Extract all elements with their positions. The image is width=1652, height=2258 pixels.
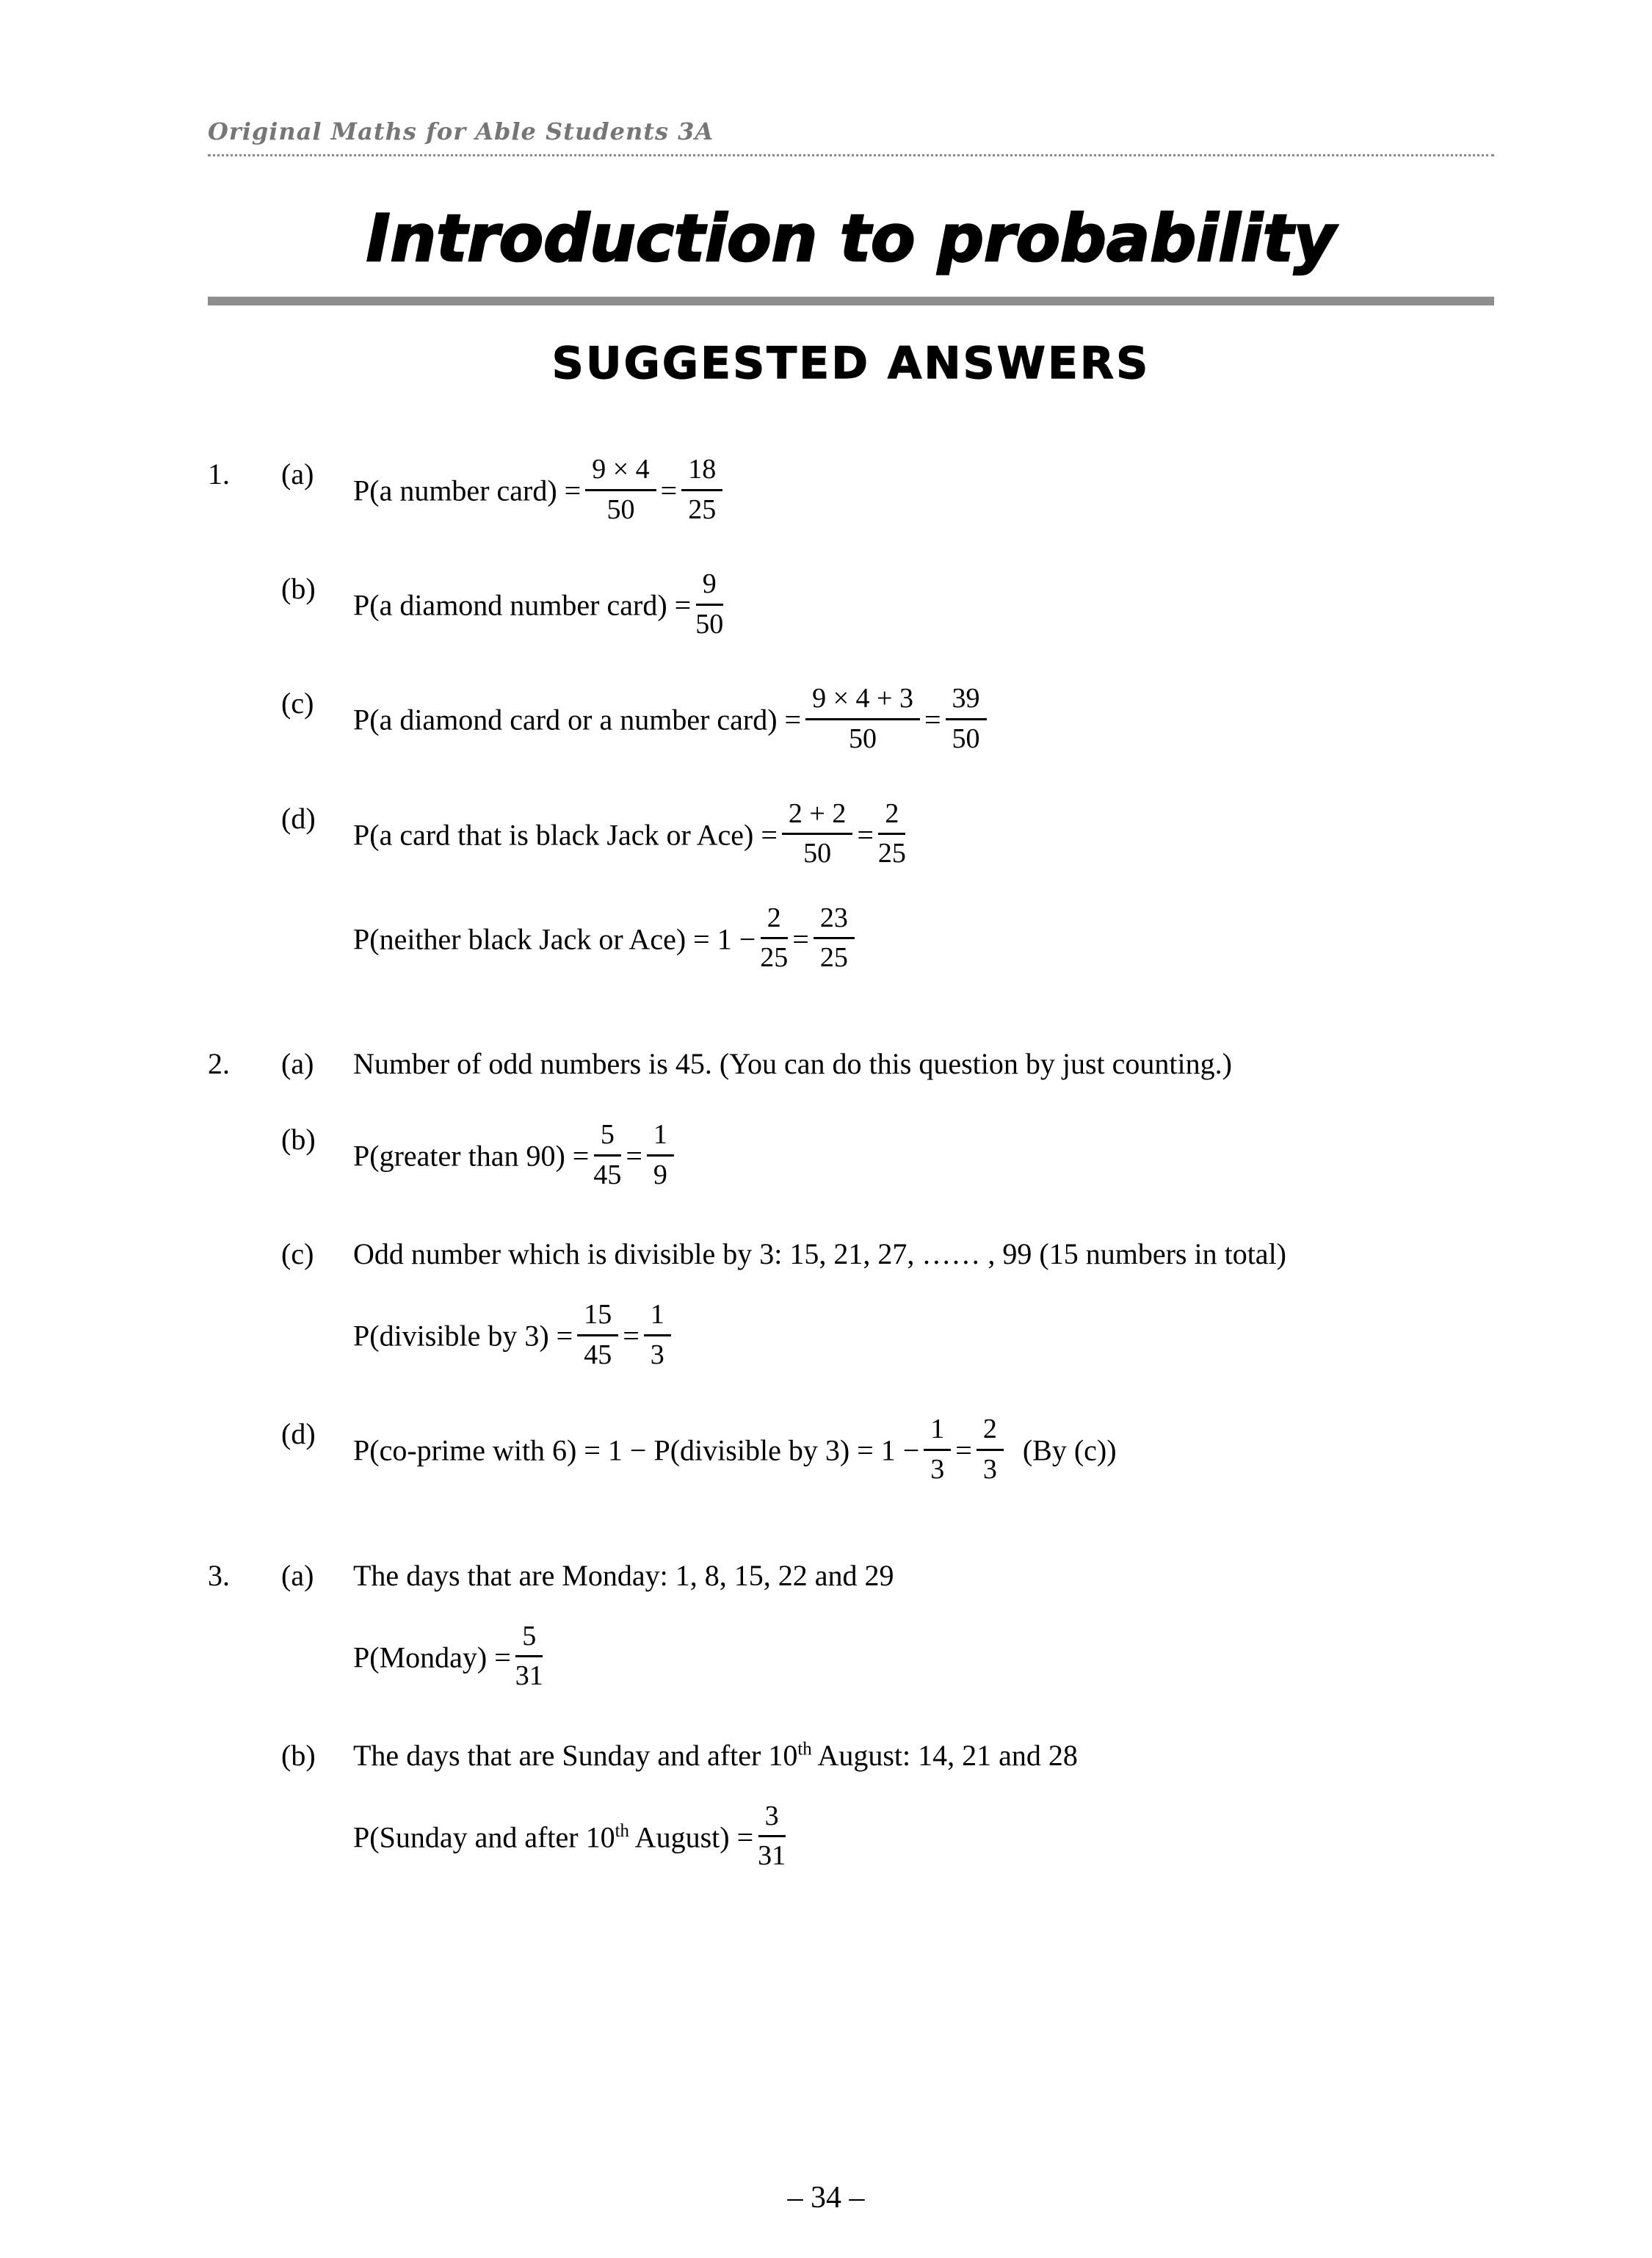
text-run: = bbox=[955, 1433, 972, 1467]
fraction-numerator: 39 bbox=[946, 682, 987, 720]
answer-line bbox=[353, 1558, 1494, 1593]
text-run: P(a diamond number card) = bbox=[353, 588, 692, 622]
fraction-numerator: 9 bbox=[696, 568, 723, 606]
text-run: P(a number card) = bbox=[353, 474, 582, 507]
part-content bbox=[353, 683, 1494, 759]
fraction-numerator: 23 bbox=[814, 902, 855, 940]
fraction bbox=[577, 1298, 618, 1372]
page-number: – 34 – bbox=[787, 2181, 865, 2215]
book-title: Original Maths for Able Students 3A bbox=[208, 117, 714, 145]
answer-line bbox=[353, 902, 1494, 979]
problem-number bbox=[208, 571, 281, 645]
answer-part bbox=[208, 1046, 1494, 1081]
answer-part bbox=[208, 454, 1494, 530]
problem-number: 2. bbox=[208, 1046, 230, 1080]
fraction bbox=[647, 1118, 674, 1192]
part-content bbox=[353, 1738, 1494, 1877]
part-label: (c) bbox=[281, 1237, 314, 1271]
text-run: Odd number which is divisible by 3: 15, 21, 27, …… , 99 (15 numbers in total) bbox=[353, 1237, 1286, 1271]
fraction bbox=[515, 1620, 543, 1693]
part-label: (a) bbox=[281, 1046, 314, 1080]
fraction bbox=[782, 797, 852, 871]
fraction bbox=[924, 1413, 951, 1486]
fraction-numerator: 2 bbox=[878, 797, 905, 836]
answers bbox=[208, 454, 1494, 1877]
text-run: August) = bbox=[628, 1820, 754, 1853]
fraction-denominator: 31 bbox=[515, 1660, 543, 1692]
fraction-denominator: 25 bbox=[877, 838, 906, 869]
part-label: (c) bbox=[281, 687, 314, 720]
fraction bbox=[977, 1413, 1004, 1486]
text-run: = bbox=[660, 474, 678, 507]
text-run: P(neither black Jack or Ace) = 1 − bbox=[353, 922, 756, 956]
answer-line bbox=[353, 1416, 1494, 1490]
answer-line bbox=[353, 797, 1494, 875]
answer-line bbox=[353, 1299, 1494, 1375]
answer-part bbox=[208, 1118, 1494, 1195]
fraction-denominator: 50 bbox=[952, 723, 980, 754]
text-run: P(Sunday and after 10 bbox=[353, 1820, 615, 1853]
problem-number: 3. bbox=[208, 1558, 230, 1592]
superscript: th bbox=[797, 1739, 812, 1759]
fraction bbox=[758, 1800, 786, 1873]
answer-line bbox=[353, 454, 1494, 530]
fraction-denominator: 3 bbox=[650, 1339, 664, 1370]
fraction-denominator: 50 bbox=[849, 723, 877, 754]
part-content bbox=[353, 1558, 1494, 1697]
answer-line bbox=[353, 1237, 1494, 1271]
text-run: August: 14, 21 and 28 bbox=[811, 1738, 1078, 1772]
answer-part bbox=[208, 568, 1494, 645]
text-run: = bbox=[857, 817, 874, 851]
problem-number: 1. bbox=[208, 457, 230, 491]
fraction-numerator: 3 bbox=[758, 1800, 786, 1838]
fraction bbox=[814, 902, 855, 975]
fraction bbox=[593, 1118, 621, 1192]
problem-number bbox=[208, 1416, 281, 1490]
text-run: P(divisible by 3) = bbox=[353, 1319, 573, 1353]
text-run: Number of odd numbers is 45. (You can do this question by just counting.) bbox=[353, 1046, 1232, 1080]
text-run: (By (c)) bbox=[1007, 1433, 1117, 1467]
answer-line bbox=[353, 1118, 1494, 1195]
fraction-numerator: 2 + 2 bbox=[782, 797, 852, 836]
problem-number bbox=[208, 1237, 281, 1375]
fraction-numerator: 5 bbox=[515, 1620, 543, 1658]
fraction-numerator: 9 × 4 bbox=[585, 453, 656, 491]
text-run: = bbox=[924, 703, 941, 737]
fraction-numerator: 9 × 4 + 3 bbox=[805, 682, 920, 720]
fraction-denominator: 50 bbox=[695, 608, 724, 640]
fraction bbox=[878, 797, 906, 871]
problem-number bbox=[208, 686, 281, 759]
page-title: Introduction to probability bbox=[366, 200, 1336, 276]
fraction bbox=[946, 682, 987, 756]
answer-part bbox=[208, 1416, 1494, 1490]
part-label: (a) bbox=[281, 457, 314, 491]
part-content bbox=[353, 454, 1494, 530]
fraction bbox=[681, 453, 722, 526]
text-run: P(a diamond card or a number card) = bbox=[353, 703, 802, 737]
fraction-numerator: 15 bbox=[577, 1298, 618, 1336]
problem-number bbox=[208, 1122, 281, 1195]
fraction-denominator: 45 bbox=[584, 1339, 612, 1370]
part-label: (b) bbox=[281, 1738, 316, 1772]
answer-line bbox=[353, 1800, 1494, 1877]
answer-part bbox=[208, 1738, 1494, 1877]
fraction-denominator: 25 bbox=[819, 942, 848, 974]
part-content bbox=[353, 568, 1494, 645]
part-label: (b) bbox=[281, 1122, 316, 1156]
text-run: P(co-prime with 6) = 1 − P(divisible by 3) = 1 − bbox=[353, 1433, 920, 1467]
problem bbox=[208, 1558, 1494, 1877]
superscript: th bbox=[615, 1820, 629, 1841]
fraction bbox=[805, 682, 920, 756]
text-run: The days that are Sunday and after 10 bbox=[353, 1738, 798, 1772]
fraction-numerator: 18 bbox=[681, 453, 722, 491]
fraction bbox=[695, 568, 723, 641]
fraction-numerator: 2 bbox=[761, 902, 788, 940]
part-label: (b) bbox=[281, 572, 316, 606]
fraction bbox=[644, 1298, 671, 1372]
part-content bbox=[353, 1118, 1494, 1195]
title-rule bbox=[208, 297, 1494, 305]
part-label: (d) bbox=[281, 1417, 316, 1451]
fraction-denominator: 50 bbox=[803, 838, 832, 869]
fraction-numerator: 5 bbox=[594, 1118, 621, 1157]
answer-line bbox=[353, 568, 1494, 645]
problem-number bbox=[208, 1738, 281, 1877]
text-run: P(a card that is black Jack or Ace) = bbox=[353, 817, 778, 851]
fraction-denominator: 50 bbox=[606, 493, 635, 525]
part-content bbox=[353, 1046, 1494, 1081]
fraction-denominator: 45 bbox=[593, 1159, 622, 1190]
fraction-denominator: 25 bbox=[760, 942, 789, 974]
fraction-denominator: 3 bbox=[982, 1453, 997, 1485]
fraction bbox=[585, 453, 656, 526]
page-footer bbox=[0, 2180, 1652, 2215]
fraction-denominator: 9 bbox=[653, 1159, 667, 1190]
answer-line bbox=[353, 683, 1494, 759]
text-run: P(greater than 90) = bbox=[353, 1139, 590, 1173]
book-header bbox=[208, 117, 1494, 156]
fraction-denominator: 3 bbox=[930, 1453, 945, 1485]
fraction-denominator: 31 bbox=[758, 1840, 786, 1872]
part-content bbox=[353, 797, 1494, 979]
part-content bbox=[353, 1416, 1494, 1490]
problem bbox=[208, 1046, 1494, 1491]
answer-part bbox=[208, 1558, 1494, 1697]
fraction-numerator: 1 bbox=[924, 1413, 951, 1451]
text-run: = bbox=[623, 1319, 640, 1353]
part-label: (a) bbox=[281, 1558, 314, 1592]
answer-line bbox=[353, 1620, 1494, 1697]
answer-part bbox=[208, 797, 1494, 979]
answer-line bbox=[353, 1738, 1494, 1773]
fraction-numerator: 1 bbox=[647, 1118, 674, 1157]
text-run: = bbox=[626, 1139, 642, 1173]
problem bbox=[208, 454, 1494, 979]
part-content bbox=[353, 1237, 1494, 1375]
answer-part bbox=[208, 1237, 1494, 1375]
part-label: (d) bbox=[281, 801, 316, 835]
fraction-numerator: 2 bbox=[977, 1413, 1004, 1451]
section-heading: SUGGESTED ANSWERS bbox=[551, 338, 1151, 389]
text-run: P(Monday) = bbox=[353, 1640, 511, 1673]
answer-part bbox=[208, 683, 1494, 759]
text-run: The days that are Monday: 1, 8, 15, 22 and 29 bbox=[353, 1558, 894, 1592]
fraction-denominator: 25 bbox=[688, 493, 717, 525]
fraction-numerator: 1 bbox=[644, 1298, 671, 1336]
problem-number bbox=[208, 801, 281, 979]
text-run: = bbox=[792, 922, 809, 956]
fraction bbox=[760, 902, 788, 975]
answer-line bbox=[353, 1046, 1494, 1081]
